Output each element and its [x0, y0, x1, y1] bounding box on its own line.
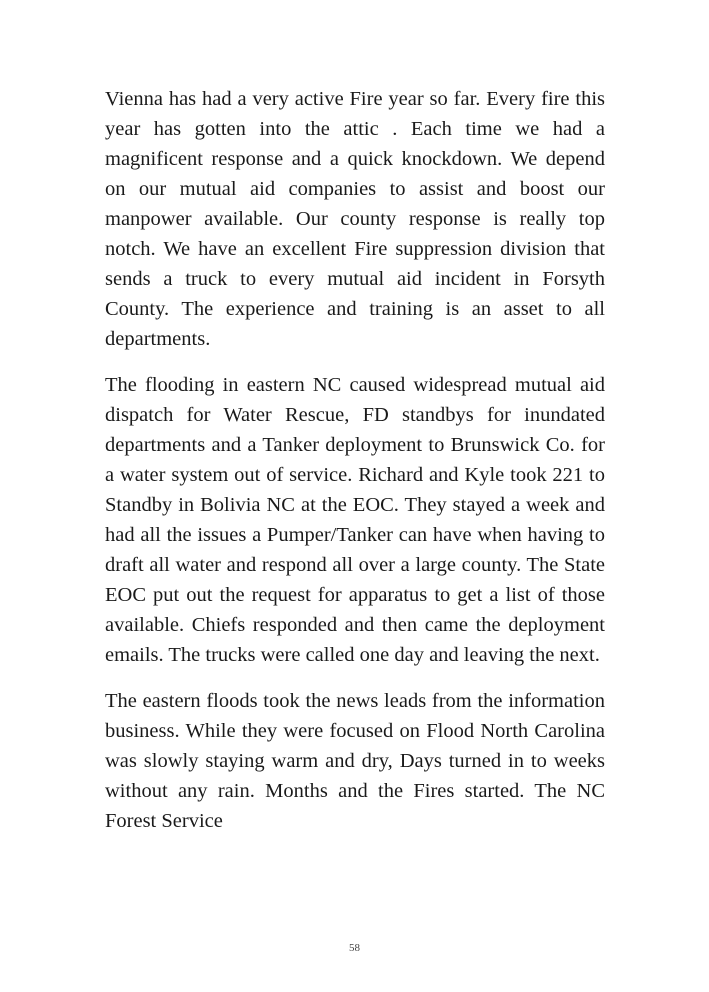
paragraph-vienna-fire-year: Vienna has had a very active Fire year so far. Every fire this year has gotten into the attic . Each time we had a magnificent response and a quick knockdown. We depend on our mutual aid companies to assist and boost our manpower available. Our county response is really top notch. We have an excellent Fire suppression division that sends a truck to every mutual aid incident in Forsyth County. The experience and training is an asset to all departments. — [105, 88, 605, 350]
paragraph-eastern-floods-news: The eastern floods took the news leads from the information business. While they were focused on Flood North Carolina was slowly staying warm and dry, Days turned in to weeks without any rain. Months and the Fires started. The NC Forest Service — [105, 690, 605, 832]
page-number: 58 — [349, 942, 360, 954]
body-text — [105, 84, 605, 852]
paragraph-eastern-flooding: The flooding in eastern NC caused widespread mutual aid dispatch for Water Rescue, FD standbys for inundated departments and a Tanker deployment to Brunswick Co. for a water system out of service. Richard and Kyle took 221 to Standby in Bolivia NC at the EOC. They stayed a week and had all the issues a Pumper/Tanker can have when having to draft all water and respond all over a large county. The State EOC put out the request for apparatus to get a list of those available. Chiefs responded and then came the deployment emails. The trucks were called one day and leaving the next. — [105, 374, 605, 666]
